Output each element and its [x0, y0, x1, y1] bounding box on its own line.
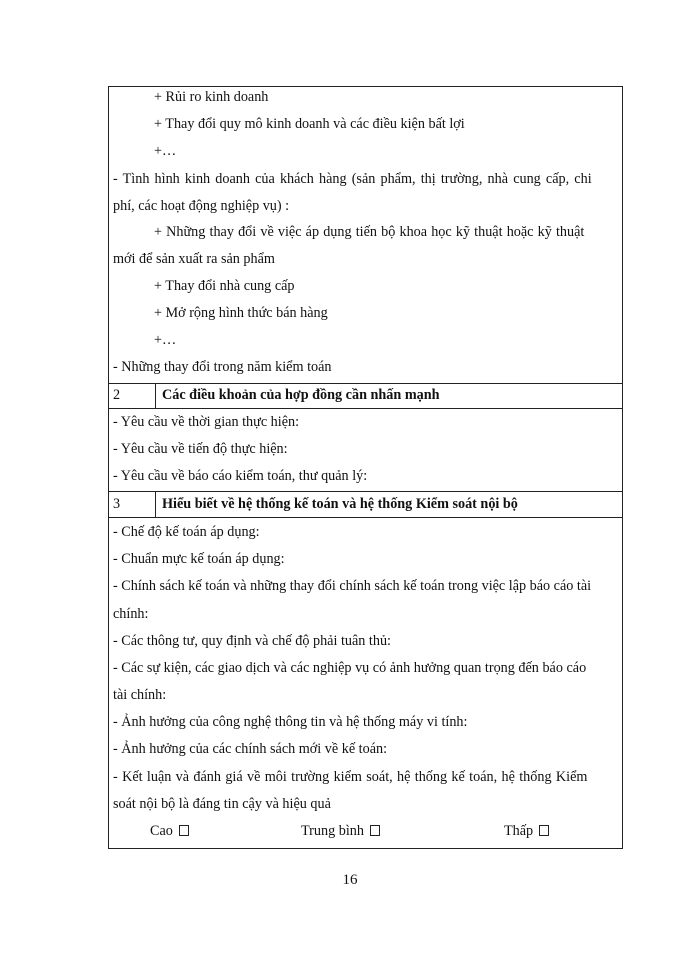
text-line: + Thay đổi nhà cung cấp	[154, 278, 295, 294]
text-line: +…	[154, 332, 177, 348]
section2-number-divider	[155, 383, 156, 408]
text-line: mới để sản xuất ra sản phẩm	[113, 251, 275, 267]
text-line: - Chuẩn mực kế toán áp dụng:	[113, 551, 285, 567]
text-line: - Yêu cầu về tiến độ thực hiện:	[113, 441, 288, 457]
section2-number: 2	[113, 387, 121, 403]
text-line: - Các thông tư, quy định và chế độ phải tuân thủ:	[113, 633, 391, 649]
text-line: - Ảnh hưởng của các chính sách mới về kế toán:	[113, 741, 388, 757]
text-line: soát nội bộ là đáng tin cậy và hiệu quả	[113, 796, 331, 812]
section3-title: Hiểu biết về hệ thống kế toán và hệ thống Kiểm soát nội bộ	[162, 496, 518, 512]
text-line: tài chính:	[113, 687, 167, 703]
text-line: phí, các hoạt động nghiệp vụ) :	[113, 198, 290, 214]
section3-number-divider	[155, 491, 156, 517]
rating-low-label: Thấp	[504, 823, 534, 839]
rating-low-checkbox-icon[interactable]	[539, 825, 549, 836]
text-line: + Thay đổi quy mô kinh doanh và các điều kiện bất lợi	[154, 116, 465, 132]
text-line: - Kết luận và đánh giá về môi trường kiểm soát, hệ thống kế toán, hệ thống Kiểm	[113, 769, 588, 785]
section2-title: Các điều khoản của hợp đồng cần nhấn mạnh	[162, 387, 440, 403]
rating-low[interactable]	[504, 822, 549, 840]
rating-high-label: Cao	[150, 823, 173, 839]
rating-high[interactable]	[150, 822, 189, 840]
row-divider-section2-top	[108, 383, 623, 384]
page-number: 16	[342, 872, 358, 888]
row-divider-section3-header-bottom	[108, 517, 623, 518]
text-line: - Ảnh hưởng của công nghệ thông tin và hệ thống máy vi tính:	[113, 714, 468, 730]
rating-medium-checkbox-icon[interactable]	[370, 825, 380, 836]
rating-medium-label: Trung bình	[301, 823, 364, 839]
row-divider-section3-top	[108, 491, 623, 492]
rating-medium[interactable]	[301, 822, 380, 840]
text-line: + Những thay đổi về việc áp dụng tiến bộ khoa học kỹ thuật hoặc kỹ thuật	[154, 224, 585, 240]
text-line: +…	[154, 143, 177, 159]
text-line: - Chính sách kế toán và những thay đổi chính sách kế toán trong việc lập báo cáo tài	[113, 578, 592, 594]
text-line: - Chế độ kế toán áp dụng:	[113, 524, 260, 540]
section3-number: 3	[113, 496, 121, 512]
rating-high-checkbox-icon[interactable]	[179, 825, 189, 836]
text-line: + Rủi ro kinh doanh	[154, 89, 269, 105]
text-line: - Các sự kiện, các giao dịch và các nghiệp vụ có ảnh hưởng quan trọng đến báo cáo	[113, 660, 587, 676]
text-line: chính:	[113, 606, 149, 622]
row-divider-section2-header-bottom	[108, 408, 623, 409]
text-line: - Yêu cầu về thời gian thực hiện:	[113, 414, 300, 430]
text-line: - Tình hình kinh doanh của khách hàng (sản phẩm, thị trường, nhà cung cấp, chi	[113, 171, 592, 187]
text-line: - Yêu cầu về báo cáo kiểm toán, thư quản lý:	[113, 468, 368, 484]
text-line: - Những thay đổi trong năm kiểm toán	[113, 359, 332, 375]
text-line: + Mở rộng hình thức bán hàng	[154, 305, 328, 321]
